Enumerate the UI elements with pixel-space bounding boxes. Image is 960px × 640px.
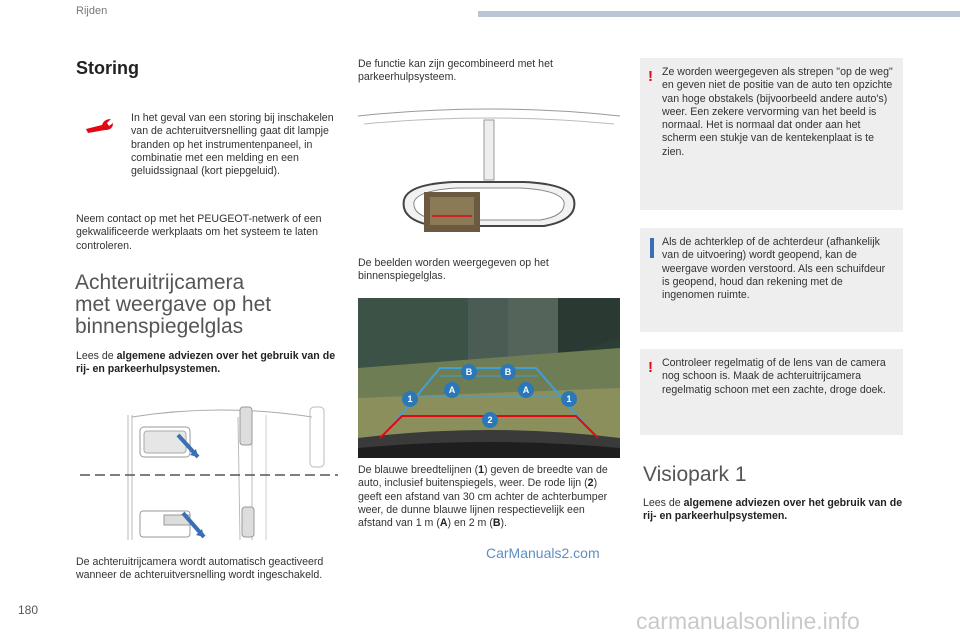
exclamation-icon: ! [648,68,653,85]
warning-note-2: ! Controleer regelmatig of de lens van de camera nog schoon is. Maak de achteruitrijcamera regelmatig schoon met een zachte, droge doek. [640,349,903,435]
exclamation-icon: ! [648,359,653,376]
mirror-text: De beelden worden weergegeven op het binnenspiegelglas. [358,257,549,283]
info-icon [650,238,654,258]
read-advice-1: Lees de algemene adviezen over het gebruik van de rij- en parkeerhulpsystemen. [76,350,336,376]
wrench-icon [84,116,114,136]
camera-view-image [358,298,620,458]
combined-text: De functie kan zijn gecombineerd met het parkeerhulpsysteem. [358,58,553,84]
section-label: Rijden [76,5,108,17]
rear-view-mirror-illustration [358,108,620,238]
svg-text:A: A [522,385,530,395]
title-storing: Storing [76,58,139,78]
watermark-carmanuals: CarManuals2.com [486,545,600,561]
auto-activate-text: De achteruitrijcamera wordt automatisch geactiveerd wanneer de achteruitversnelling wordt ingeschakeld. [76,556,324,582]
header-bar [478,11,960,17]
title-camera: Achteruitrijcamera met weergave op het binnenspiegelglas [75,271,272,338]
svg-text:B: B [465,367,473,377]
rear-van-illustration [80,395,338,547]
info-note: Als de achterklep of de achterdeur (afhankelijk van de uitvoering) wordt geopend, kan de weergave worden verstoord. Als een schuifdeur is geopend, houd dan rekening met de ingenomen ruimte. [640,228,903,332]
svg-text:1: 1 [407,394,413,404]
storing-text: In het geval van een storing bij inschakelen van de achteruitversnelling gaat dit lampje branden op het instrumentenpaneel, in combinatie met een melding en een geluidssignaal (kort piepgeluid). [131,112,334,178]
svg-text:B: B [504,367,512,377]
contact-text: Neem contact op met het PEUGEOT-netwerk of een gekwalificeerde werkplaats om het systeem te laten controleren. [76,213,322,252]
page-number: 180 [18,603,39,617]
svg-text:1: 1 [566,394,572,404]
svg-text:A: A [448,385,456,395]
warning-note-1: ! Ze worden weergegeven als strepen "op de weg" en geven niet de positie van de auto ten opzichte van hoge obstakels (bijvoorbeeld andere auto's) weer. Een zekere vervorming van het beeld is normaal. Het is normaal dat onder aan het scherm een stukje van de kentekenplaat is te zien. [640,58,903,210]
svg-text:2: 2 [487,415,493,425]
lines-explanation: De blauwe breedtelijnen (1) geven de breedte van de auto, inclusief buitenspiegels, weer. De rode lijn (2) geeft een afstand van 30 cm achter de achterbumper weer, de dunne blauwe lijnen respectievelijk een afstand van 1 m (A) en 2 m (B). [358,464,608,530]
watermark-online: carmanualsonline.info [636,608,860,634]
read-advice-2: Lees de algemene adviezen over het gebruik van de rij- en parkeerhulpsystemen. [643,497,903,523]
title-visiopark: Visiopark 1 [643,463,747,486]
